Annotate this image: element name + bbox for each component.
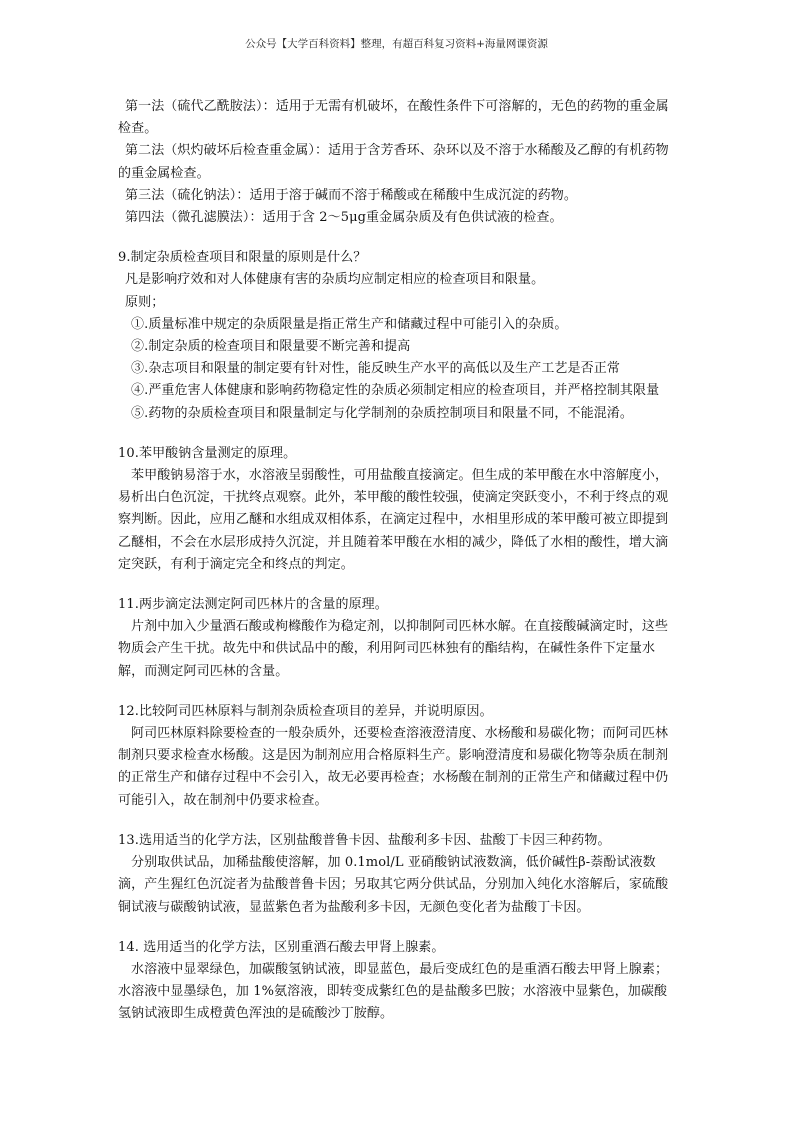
document-body	[118, 96, 676, 1026]
question-12-body: 阿司匹林原料除要检查的一般杂质外，还要检查溶液澄清度、水杨酸和易碳化物；而阿司匹林制剂只要求检查水杨酸。这是因为制剂应用合格原料生产。影响澄清度和易碳化物等杂质在制剂的正常生产和储存过程中不会引入，故无必要再检查；水杨酸在制剂的正常生产和储藏过程中仍可能引入，故在制剂中仍要求检查。	[118, 726, 669, 808]
question-9-title: 9.制定杂质检查项目和限量的原则是什么？	[118, 250, 367, 266]
question-9-item: ②.制定杂质的检查项目和限量要不断完善和提高	[131, 339, 411, 355]
question-11-body: 片剂中加入少量酒石酸或枸橼酸作为稳定剂，以抑制阿司匹林水解。在直接酸碱滴定时，这些物质会产生干扰。故先中和供试品中的酸，利用阿司匹林独有的酯结构，在碱性条件下定量水解，而测定阿司匹林的含量。	[118, 619, 669, 679]
question-10-body: 苯甲酸钠易溶于水，水溶液呈弱酸性，可用盐酸直接滴定。但生成的苯甲酸在水中溶解度小，易析出白色沉淀，干扰终点观察。此外，苯甲酸的酸性较强，使滴定突跃变小，不利于终点的观察判断。因此，应用乙醚和水组成双相体系，在滴定过程中，水相里形成的苯甲酸可被立即提到乙醚相，不会在水层形成持久沉淀，并且随着苯甲酸在水相的减少，降低了水相的酸性，增大滴定突跃，有利于滴定完全和终点的判定。	[118, 468, 669, 572]
page-header: 公众号【大学百科资料】整理，有超百科复习资料+海量网课资源	[245, 38, 548, 50]
method-3: 第三法（硫化钠法）：适用于溶于碱而不溶于稀酸或在稀酸中生成沉淀的药物。	[125, 187, 578, 203]
method-1: 第一法（硫代乙酰胺法）：适用于无需有机破坏，在酸性条件下可溶解的，无色的药物的重金属检查。	[118, 99, 669, 137]
question-14-body: 水溶液中显翠绿色，加碳酸氢钠试液，即显蓝色，最后变成红色的是重酒石酸去甲肾上腺素；水溶液中显墨绿色，加 1%氨溶液，即转变成紫红色的是盐酸多巴胺；水溶液中显紫色，加碳酸氢钠试液即生成橙黄色浑浊的是硫酸沙丁胺醇。	[118, 961, 669, 1022]
question-13-title: 13.选用适当的化学方法，区别盐酸普鲁卡因、盐酸利多卡因、盐酸丁卡因三种药物。	[118, 832, 611, 848]
question-14-title: 14. 选用适当的化学方法，区别重酒石酸去甲肾上腺素。	[118, 939, 445, 955]
method-2: 第二法（炽灼破坏后检查重金属）：适用于含芳香环、杂环以及不溶于水稀酸及乙醇的有机药物的重金属检查。	[118, 143, 669, 181]
question-10-title: 10.苯甲酸钠含量测定的原理。	[118, 445, 297, 461]
question-12-title: 12.比较阿司匹林原料与制剂杂质检查项目的差异，并说明原因。	[118, 703, 493, 719]
question-13-body: 分别取供试品，加稀盐酸使溶解，加 0.1mol/L 亚硝酸钠试液数滴，低价碱性β-萘酚试液数滴，产生猩红色沉淀者为盐酸普鲁卡因；另取其它两分供试品，分别加入纯化水溶解后，家硫酸铜试液与碳酸钠试液，显蓝紫色者为盐酸利多卡因，无颜色变化者为盐酸丁卡因。	[118, 855, 669, 915]
question-9-item: ①.质量标准中规定的杂质限量是指正常生产和储藏过程中可能引入的杂质。	[131, 316, 568, 332]
question-9-item: ⑤.药物的杂质检查项目和限量制定与化学制剂的杂质控制项目和限量不同，不能混淆。	[131, 405, 634, 421]
question-9-intro: 凡是影响疗效和对人体健康有害的杂质均应制定相应的检查项目和限量。	[125, 272, 545, 288]
method-4: 第四法（微孔滤膜法）：适用于含 2～5μg重金属杂质及有色供试液的检查。	[125, 210, 563, 226]
question-9-item: ④.严重危害人体健康和影响药物稳定性的杂质必须制定相应的检查项目，并严格控制其限量	[131, 383, 660, 399]
question-11-title: 11.两步滴定法测定阿司匹林片的含量的原理。	[118, 597, 388, 613]
question-9-item: ③.杂志项目和限量的制定要有针对性，能反映生产水平的高低以及生产工艺是否正常	[131, 361, 620, 377]
question-9-principle-label: 原则；	[125, 294, 165, 310]
